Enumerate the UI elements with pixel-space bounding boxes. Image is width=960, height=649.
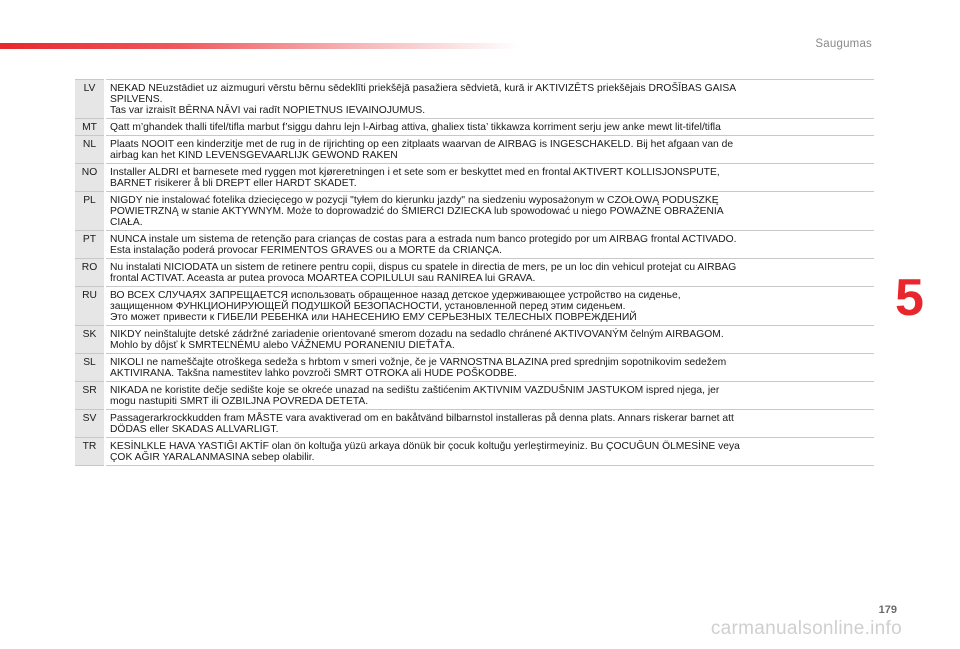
language-code: MT [75, 119, 105, 136]
warning-text-line: Plaats NOOIT een kinderzitje met de rug in de rijrichting op een zitplaats waarvan de AIRBAG is INGESCHAKELD. Bij het afgaan van de [110, 139, 734, 150]
warning-row [75, 136, 874, 164]
warning-text-line: airbag kan het KIND LEVENSGEVAARLIJK GEWOND RAKEN [110, 150, 398, 161]
language-code: NL [75, 136, 105, 164]
warning-text-line: NEKAD NEuzstādiet uz aizmuguri vērstu bērnu sēdeklīti priekšējā pasažiera sēdvietā, kurā ir AKTIVIZĒTS priekšējais DROŠĪBAS GAISA [110, 83, 737, 94]
warning-text [105, 164, 874, 192]
language-code: RU [75, 287, 105, 326]
warning-text-line: NUNCA instale um sistema de retenção para crianças de costas para a estrada num banco protegido por um AIRBAG frontal ACTIVADO. [110, 234, 737, 245]
warning-row [75, 354, 874, 382]
warning-row [75, 326, 874, 354]
warning-text [105, 438, 874, 466]
warning-text-line: Qatt m’ghandek thalli tifel/tifla marbut f’siggu dahru lejn l-Airbag attiva, ghaliex tista’ tikkawza korriment serju jew anke mewt lit-tifel/tifla [110, 122, 721, 133]
language-code: SR [75, 382, 105, 410]
warning-text-line: AKTIVIRANA. Takšna namestitev lahko povzroči SMRT OTROKA ali HUDE POŠKODBE. [110, 368, 517, 379]
warning-text [105, 119, 874, 136]
warning-row [75, 192, 874, 231]
warning-text [105, 382, 874, 410]
language-code: NO [75, 164, 105, 192]
warning-row [75, 164, 874, 192]
warning-text [105, 192, 874, 231]
warning-text [105, 326, 874, 354]
warning-text-line: KESİNLKLE HAVA YASTIĞI AKTİF olan ön koltuğa yüzü arkaya dönük bir çocuk koltuğu yerleştirmeyiniz. Bu ÇOCUĞUN ÖLMESİNE veya [110, 441, 740, 452]
warning-text-line: POWIETRZNĄ w stanie AKTYWNYM. Może to doprowadzić do ŚMIERCI DZIECKA lub spowodować u niego POWAŻNE OBRAŻENIA [110, 206, 724, 217]
warning-text-line: Tas var izraisīt BĒRNA NĀVI vai radīt NOPIETNUS IEVAINOJUMUS. [110, 105, 426, 116]
warning-text-line: Это может привести к ГИБЕЛИ РЕБЕНКА или НАНЕСЕНИЮ ЕМУ СЕРЬЕЗНЫХ ТЕЛЕСНЫХ ПОВРЕЖДЕНИЙ [110, 312, 637, 323]
warning-row [75, 259, 874, 287]
warning-text-line: mogu nastupiti SMRT ili OZBILJNA POVREDA DETETA. [110, 396, 369, 407]
warning-rows [75, 80, 874, 466]
warning-text-line: NIKADA ne koristite dečje sedište koje se okreće unazad na sedištu zaštićenim AKTIVNIM VAZDUŠNIM JASTUKOM ispred njega, jer [110, 385, 720, 396]
warning-row [75, 231, 874, 259]
language-code: SK [75, 326, 105, 354]
warning-text-line: ВО ВСЕХ СЛУЧАЯХ ЗАПРЕЩАЕТСЯ использовать обращенное назад детское удерживающее устройство на сиденье, [110, 290, 681, 301]
warning-text-line: Esta instalação poderá provocar FERIMENTOS GRAVES ou a MORTE da CRIANÇA. [110, 245, 503, 256]
warning-text-line: защищенном ФУНКЦИОНИРУЮЩЕЙ ПОДУШКОЙ БЕЗОПАСНОСТИ, установленной перед этим сиденьем. [110, 301, 626, 312]
warning-text [105, 80, 874, 119]
language-code: SV [75, 410, 105, 438]
language-code: PT [75, 231, 105, 259]
warning-row [75, 119, 874, 136]
warning-text-line: ÇOK AĞIR YARALANMASINA sebep olabilir. [110, 452, 315, 463]
language-code: TR [75, 438, 105, 466]
warning-text-line: DÖDAS eller SKADAS ALLVARLIGT. [110, 424, 279, 435]
language-code: SL [75, 354, 105, 382]
warning-text-line: Passagerarkrockkudden fram MÅSTE vara avaktiverad om en bakåtvänd bilbarnstol installeras på denna plats. Annars riskerar barnet att [110, 413, 734, 424]
warning-row [75, 80, 874, 119]
language-code: RO [75, 259, 105, 287]
page-number: 179 [878, 604, 897, 616]
section-title: Saugumas [815, 38, 872, 50]
warning-text [105, 259, 874, 287]
language-code: PL [75, 192, 105, 231]
warning-text [105, 354, 874, 382]
watermark: carmanualsonline.info [710, 618, 902, 639]
warning-text-line: SPILVENS. [110, 94, 163, 105]
header-accent-bar [0, 43, 520, 49]
warning-text-line: Nu instalati NICIODATA un sistem de retinere pentru copii, dispus cu spatele in directia de mers, pe un loc din vehicul protejat cu AIRBAG [110, 262, 737, 273]
warning-text-line: Mohlo by dôjsť k SMRTEĽNÉMU alebo VÁŽNEMU PORANENIU DIEŤAŤA. [110, 340, 455, 351]
chapter-number: 5 [895, 269, 924, 327]
warning-text [105, 287, 874, 326]
warning-row [75, 287, 874, 326]
warning-text [105, 136, 874, 164]
warning-text-line: NIKDY neinštalujte detské zádržné zariadenie orientované smerom dozadu na sedadlo chránené AKTIVOVANÝM čelným AIRBAGOM. [110, 329, 724, 340]
warning-text-line: CIAŁA. [110, 217, 143, 228]
warning-text [105, 410, 874, 438]
warning-row [75, 438, 874, 466]
warning-text-line: NIKOLI ne nameščajte otroškega sedeža s hrbtom v smeri vožnje, če je VARNOSTNA BLAZINA pred sprednjim sopotnikovim sedežem [110, 357, 727, 368]
warning-row [75, 410, 874, 438]
language-code: LV [75, 80, 105, 119]
warning-row [75, 382, 874, 410]
warning-text-line: BARNET risikerer å bli DREPT eller HARDT SKADET. [110, 178, 357, 189]
warning-text [105, 231, 874, 259]
warning-text-line: frontal ACTIVAT. Aceasta ar putea provoca MOARTEA COPILULUI sau RANIREA lui GRAVA. [110, 273, 536, 284]
airbag-warning-table [75, 79, 874, 466]
warning-text-line: NIGDY nie instalować fotelika dziecięcego w pozycji "tyłem do kierunku jazdy" na siedzeniu wyposażonym w CZOŁOWĄ PODUSZKĘ [110, 195, 719, 206]
warning-text-line: Installer ALDRI et barnesete med ryggen mot kjøreretningen i et sete som er beskyttet med en frontal AKTIVERT KOLLISJONSPUTE, [110, 167, 720, 178]
